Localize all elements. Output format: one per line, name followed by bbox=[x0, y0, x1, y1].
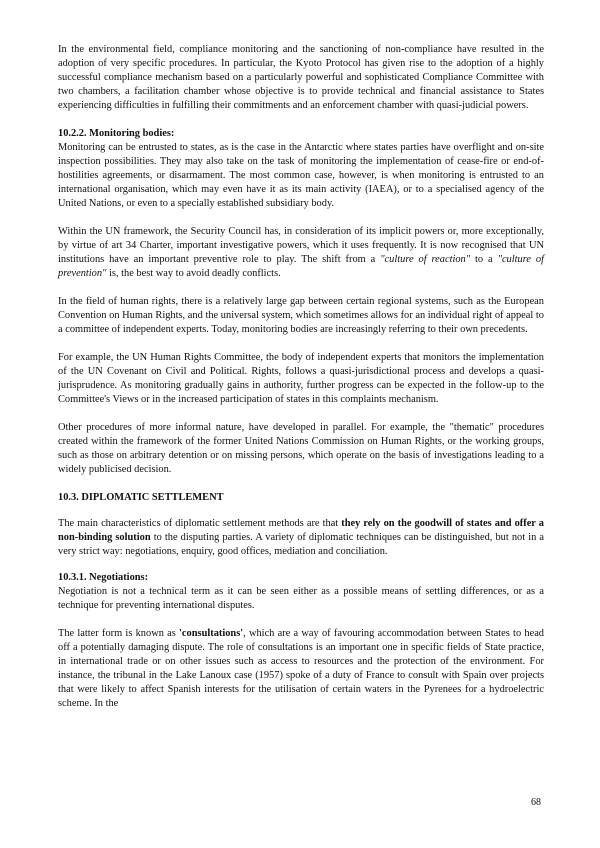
page-number: 68 bbox=[531, 797, 541, 808]
text-run: is, the best way to avoid deadly conflicts. bbox=[106, 268, 281, 279]
text-run: The latter form is known as bbox=[58, 628, 180, 639]
text-run: , which are a way of favouring accommodation between States to head off a potentially damaging dispute. The role of consultations is an important one in specific fields of State practice, in international trade or on other issues such as access to resources and the protection of the environment. For instance, the tribunal in the Lake Lanoux case (1957) spoke of a duty of France to consult with Spain over projects that were likely to affect Spanish interests for the utilisation of certain waters in the Pyrenees for a hydroelectric scheme. In the bbox=[58, 628, 544, 709]
text-run: to the disputing parties. A variety of diplomatic techniques can be distinguished, but not in a very strict way: negotiations, enquiry, good offices, mediation and conciliation. bbox=[58, 532, 545, 557]
paragraph-un-framework bbox=[58, 225, 544, 281]
italic-culture-of-prevention: "culture of prevention" bbox=[58, 254, 544, 279]
italic-culture-of-reaction: "culture of reaction" bbox=[380, 254, 471, 265]
paragraph-diplomatic-characteristics bbox=[58, 517, 544, 559]
bold-goodwill-phrase: they rely on the goodwill of states and offer a non-binding solution bbox=[58, 518, 544, 543]
paragraph-consultations bbox=[58, 627, 544, 711]
heading-negotiations: 10.3.1. Negotiations: bbox=[58, 572, 149, 583]
paragraph-negotiation-definition: Negotiation is not a technical term as it can be seen either as a possible means of settling differences, or as a technique for preventing international disputes. bbox=[58, 586, 544, 611]
bold-consultations: 'consultations' bbox=[179, 628, 244, 639]
heading-monitoring-bodies: 10.2.2. Monitoring bodies: bbox=[58, 128, 175, 139]
text-run: Within the UN framework, the Security Council has, in consideration of its implicit powers or, more exceptionally, by virtue of art 34 Charter, important investigative powers, which it uses frequently. It is now recognised that UN institutions have an important preventive role to play. The shift from a bbox=[58, 226, 544, 265]
heading-diplomatic-settlement: 10.3. DIPLOMATIC SETTLEMENT bbox=[58, 492, 224, 503]
paragraph-kyoto-compliance: In the environmental field, compliance monitoring and the sanctioning of non-compliance have resulted in the adoption of very specific procedures. In particular, the Kyoto Protocol has given rise to the adoption of a highly successful compliance mechanism based on a particularly powerful and sophisticated Compliance Committee with two chambers, a facilitation chamber whose objective is to provide technical and financial assistance to States experiencing difficulties in fulfilling their commitments and an enforcement chamber with quasi-judicial powers. bbox=[58, 44, 544, 111]
text-run: to a bbox=[470, 254, 498, 265]
document-page bbox=[58, 43, 544, 725]
paragraph-human-rights: In the field of human rights, there is a relatively large gap between certain regional systems, such as the European Convention on Human Rights, and the universal system, which sometimes allows for an individual right of appeal to a committee of independent experts. Today, monitoring bodies are increasingly referring to their own precedents. bbox=[58, 296, 544, 335]
text-run: The main characteristics of diplomatic settlement methods are that bbox=[58, 518, 342, 529]
paragraph-hr-committee: For example, the UN Human Rights Committee, the body of independent experts that monitors the implementation of the UN Covenant on Civil and Political. Rights, follows a quasi-jurisdictional process and develops a quasi-jurisprudence. As monitoring gradually gains in authority, further progress can be expected in the follow-up to the Committee's Views or in the increased participation of states in this complaints mechanism. bbox=[58, 352, 544, 405]
paragraph-informal-procedures: Other procedures of more informal nature, have developed in parallel. For example, the "thematic" procedures created within the framework of the former United Nations Commission on Human Rights, or the working groups, such as those on arbitrary detention or on missing persons, which operate on the basis of investigations leading to a widely publicised decision. bbox=[58, 422, 544, 475]
paragraph-monitoring-states: Monitoring can be entrusted to states, as is the case in the Antarctic where states parties have overflight and on-site inspection possibilities. They may also take on the task of monitoring the implementation of cease-fire or end-of-hostilities agreements, or disarmament. The most common case, however, is when monitoring is entrusted to an international organisation, which may even have it as its main activity (IAEA), or to a specialised agency of the United Nations, or even to a specially established subsidiary body. bbox=[58, 142, 544, 209]
